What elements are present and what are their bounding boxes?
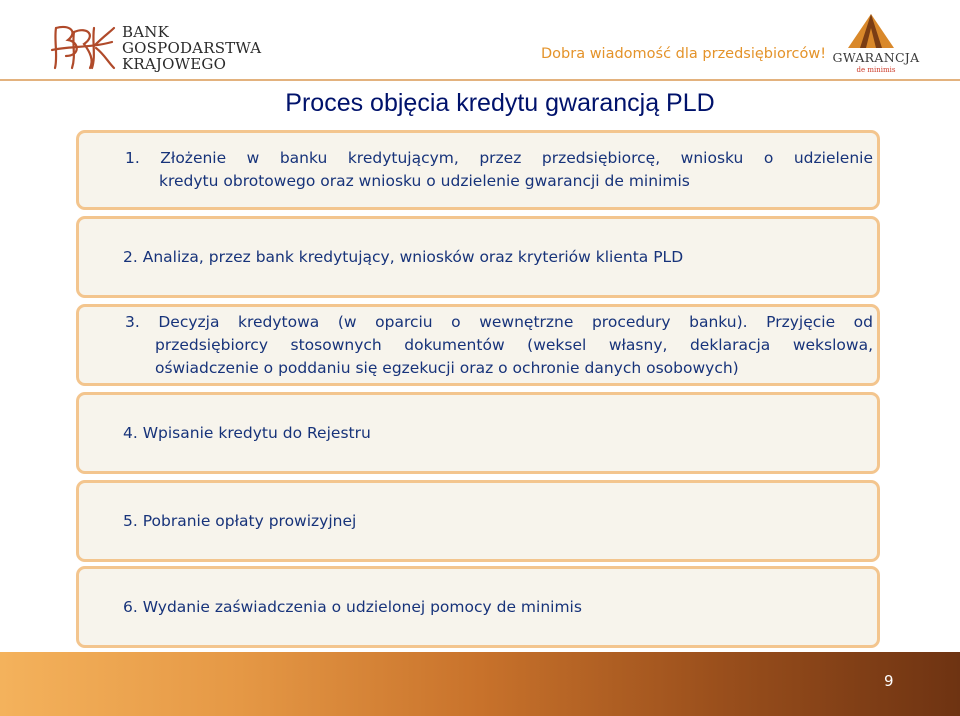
step-1-line-1: 1. Złożenie w banku kredytującym, przez przedsiębiorcę, wniosku o udzielenie [125, 149, 873, 167]
gwarancja-sublabel: de minimis [856, 66, 896, 74]
step-4-box [76, 392, 880, 474]
step-3-line-3: oświadczenie o poddaniu się egzekucji oraz o ochronie danych osobowych) [155, 358, 739, 377]
step-4-line-1: 4. Wpisanie kredytu do Rejestru [123, 423, 371, 442]
footer-bar [0, 652, 960, 716]
step-6-box [76, 566, 880, 648]
step-3-box [76, 304, 880, 386]
gwarancja-label: GWARANCJA [832, 50, 920, 65]
step-5-line-1: 5. Pobranie opłaty prowizyjnej [123, 511, 357, 530]
header-tagline: Dobra wiadomość dla przedsiębiorców! [541, 46, 827, 62]
step-5-box [76, 480, 880, 562]
step-2-line-1: 2. Analiza, przez bank kredytujący, wniosków oraz kryteriów klienta PLD [123, 247, 684, 266]
step-1-box [76, 130, 880, 210]
step-2-box [76, 216, 880, 298]
step-3-line-2: przedsiębiorcy stosownych dokumentów (weksel własny, deklaracja wekslowa, [155, 335, 873, 354]
bgk-name-line-1: BANK [122, 23, 169, 41]
step-3-line-1: 3. Decyzja kredytowa (w oparciu o wewnętrzne procedury banku). Przyjęcie od [125, 312, 873, 331]
page-number: 9 [884, 672, 894, 690]
step-6-line-1: 6. Wydanie zaświadczenia o udzielonej pomocy de minimis [123, 597, 582, 616]
page-title: Proces objęcia kredytu gwarancją PLD [285, 89, 715, 117]
step-1-line-2: kredytu obrotowego oraz wniosku o udzielenie gwarancji de minimis [159, 172, 690, 190]
bgk-name-line-3: KRAJOWEGO [122, 55, 227, 73]
bgk-name-line-2: GOSPODARSTWA [122, 39, 262, 57]
